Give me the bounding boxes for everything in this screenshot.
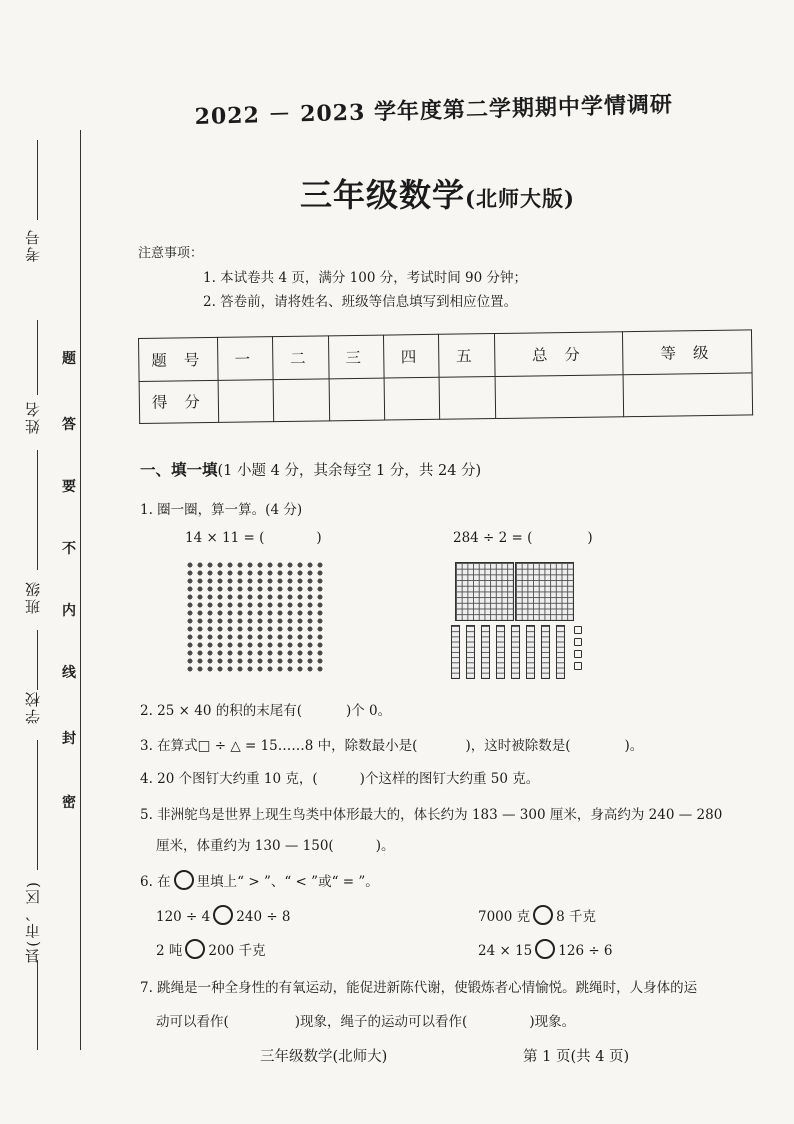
question-7-line-2 — [156, 1010, 575, 1030]
ten-rod[interactable] — [466, 625, 475, 679]
compare-1-circle[interactable] — [213, 905, 233, 925]
compare-4-left: 24 × 15 — [478, 943, 533, 959]
section-1-title: 一、填一填 — [140, 460, 218, 479]
q1a-text: 14 × 11 = ( — [185, 530, 265, 546]
q7-text-end: )现象。 — [529, 1014, 576, 1030]
score-cell[interactable] — [440, 376, 496, 419]
exam-title: 2022 － 2023 学年度第二学期期中学情调研 — [194, 91, 674, 131]
compare-1-left: 120 ÷ 4 — [156, 909, 211, 925]
circle-symbol-icon — [174, 870, 194, 890]
q6-text: 6. 在 — [140, 874, 171, 890]
q4-text-end: )个这样的图钉大约重 50 克。 — [359, 771, 540, 787]
notice-heading: 注意事项： — [138, 246, 204, 261]
q7-text: 动可以看作( — [156, 1014, 229, 1030]
compare-item-3 — [156, 939, 265, 959]
dot-array-14x11[interactable] — [185, 561, 325, 673]
seal-char-mi: 密 — [62, 795, 76, 811]
score-cell[interactable] — [384, 377, 440, 420]
compare-3-circle[interactable] — [185, 939, 205, 959]
question-2 — [140, 699, 391, 719]
question-1a-expression — [185, 530, 322, 546]
subject-name: 三年级数学 — [300, 176, 466, 214]
score-cell[interactable] — [495, 374, 624, 418]
footer-page-number: 第 1 页(共 4 页) — [523, 1049, 630, 1065]
question-5-line-1: 5. 非洲鸵鸟是世界上现生鸟类中体形最大的，体长约为 183 — 300 厘米，身高约为 240 — 280 — [140, 807, 723, 823]
compare-4-right: 126 ÷ 6 — [558, 943, 613, 959]
q1b-text: 284 ÷ 2 = ( — [453, 530, 533, 546]
score-cell[interactable] — [329, 378, 385, 421]
unit-cube[interactable] — [574, 638, 582, 646]
county-line-lower — [37, 960, 38, 1050]
q5-text: 厘米，体重约为 130 — 150( — [156, 838, 334, 854]
question-5-line-2 — [156, 834, 394, 854]
unit-cube[interactable] — [574, 626, 582, 634]
q5-text-end: )。 — [375, 838, 395, 854]
seal-char-xian: 线 — [62, 665, 76, 681]
hundred-block[interactable] — [455, 562, 514, 621]
compare-item-4 — [478, 939, 613, 959]
notice-item-2: 2. 答卷前，请将姓名、班级等信息填写到相应位置。 — [203, 294, 518, 310]
unit-cube[interactable] — [574, 662, 582, 670]
question-1: 1. 圈一圈，算一算。(4 分) — [140, 502, 303, 518]
score-header-cell: 四 — [384, 334, 440, 377]
compare-3-left: 2 吨 — [156, 943, 183, 959]
score-row-label: 得 分 — [139, 380, 219, 424]
score-header-cell: 二 — [273, 336, 329, 379]
q3-text: 3. 在算式□ ÷ △ = 15……8 中，除数最小是( — [140, 738, 418, 754]
name-label: 姓名 — [24, 400, 42, 434]
subject-title — [300, 170, 575, 216]
section-1-points: (1 小题 4 分，其余每空 1 分，共 24 分) — [217, 463, 482, 479]
score-header-cell: 总 分 — [494, 332, 623, 376]
school-label: 学校 — [24, 690, 42, 724]
county-line — [37, 740, 38, 870]
compare-4-circle[interactable] — [535, 939, 555, 959]
ten-rod[interactable] — [481, 625, 490, 679]
q6-text-end: 里填上“ > ”、“ < ”或“ = ”。 — [196, 874, 379, 890]
class-line — [37, 450, 38, 570]
q4-text: 4. 20 个图钉大约重 10 克，( — [140, 771, 318, 787]
unit-cube[interactable] — [574, 650, 582, 658]
score-table-score-row — [139, 372, 753, 423]
q1a-close: ) — [316, 530, 322, 546]
seal-char-da: 答 — [62, 417, 76, 433]
edition-label: (北师大版) — [465, 186, 575, 211]
score-cell[interactable] — [273, 378, 329, 421]
q2-text: 2. 25 × 40 的积的末尾有( — [140, 703, 302, 719]
seal-char-yao: 要 — [62, 479, 76, 495]
seal-char-feng: 封 — [62, 731, 76, 747]
q2-text-end: )个 0。 — [345, 703, 392, 719]
q3-text-mid: )，这时被除数是( — [465, 738, 571, 754]
q7-text-mid: )现象，绳子的运动可以看作( — [294, 1014, 468, 1030]
score-header-cell: 五 — [439, 334, 495, 377]
ten-rod[interactable] — [511, 625, 520, 679]
hundred-block[interactable] — [515, 562, 574, 621]
score-header-cell: 三 — [328, 335, 384, 378]
notice-item-1: 1. 本试卷共 4 页，满分 100 分，考试时间 90 分钟； — [203, 270, 527, 286]
class-label: 班级 — [24, 580, 42, 614]
q3-text-end: )。 — [624, 738, 644, 754]
compare-2-circle[interactable] — [533, 905, 553, 925]
ten-rod[interactable] — [496, 625, 505, 679]
ten-rod[interactable] — [556, 625, 565, 679]
ten-rod[interactable] — [541, 625, 550, 679]
score-header-cell: 题 号 — [139, 337, 219, 381]
seal-char-ti: 题 — [62, 351, 76, 367]
seal-char-nei: 内 — [62, 603, 76, 619]
score-header-cell: 一 — [217, 337, 273, 380]
compare-2-left: 7000 克 — [478, 909, 531, 925]
question-1b-expression — [453, 530, 593, 546]
question-4 — [140, 767, 539, 787]
score-header-cell: 等 级 — [623, 330, 752, 374]
question-6 — [140, 870, 379, 890]
q1b-close: ) — [587, 530, 593, 546]
footer-subject: 三年级数学(北师大) — [260, 1049, 388, 1065]
score-cell[interactable] — [218, 379, 274, 422]
ten-rod[interactable] — [526, 625, 535, 679]
compare-3-right: 200 千克 — [208, 943, 266, 959]
question-7-line-1: 7. 跳绳是一种全身性的有氧运动，能促进新陈代谢，使锻炼者心情愉悦。跳绳时，人身体的运 — [140, 980, 698, 996]
compare-2-right: 8 千克 — [556, 909, 597, 925]
school-line — [37, 630, 38, 690]
name-line — [37, 320, 38, 395]
compare-item-1 — [156, 905, 291, 925]
section-1-heading — [140, 458, 481, 480]
county-label: 县(市、区) — [24, 880, 42, 964]
ten-rod[interactable] — [451, 625, 460, 679]
seal-char-bu: 不 — [62, 541, 76, 557]
compare-item-2 — [478, 905, 596, 925]
question-3 — [140, 734, 643, 754]
score-cell[interactable] — [623, 372, 752, 416]
compare-1-right: 240 ÷ 8 — [236, 909, 291, 925]
exam-no-line — [37, 140, 38, 220]
score-table — [138, 329, 753, 424]
binding-line — [80, 130, 81, 1050]
exam-no-label: 考号 — [24, 228, 42, 262]
